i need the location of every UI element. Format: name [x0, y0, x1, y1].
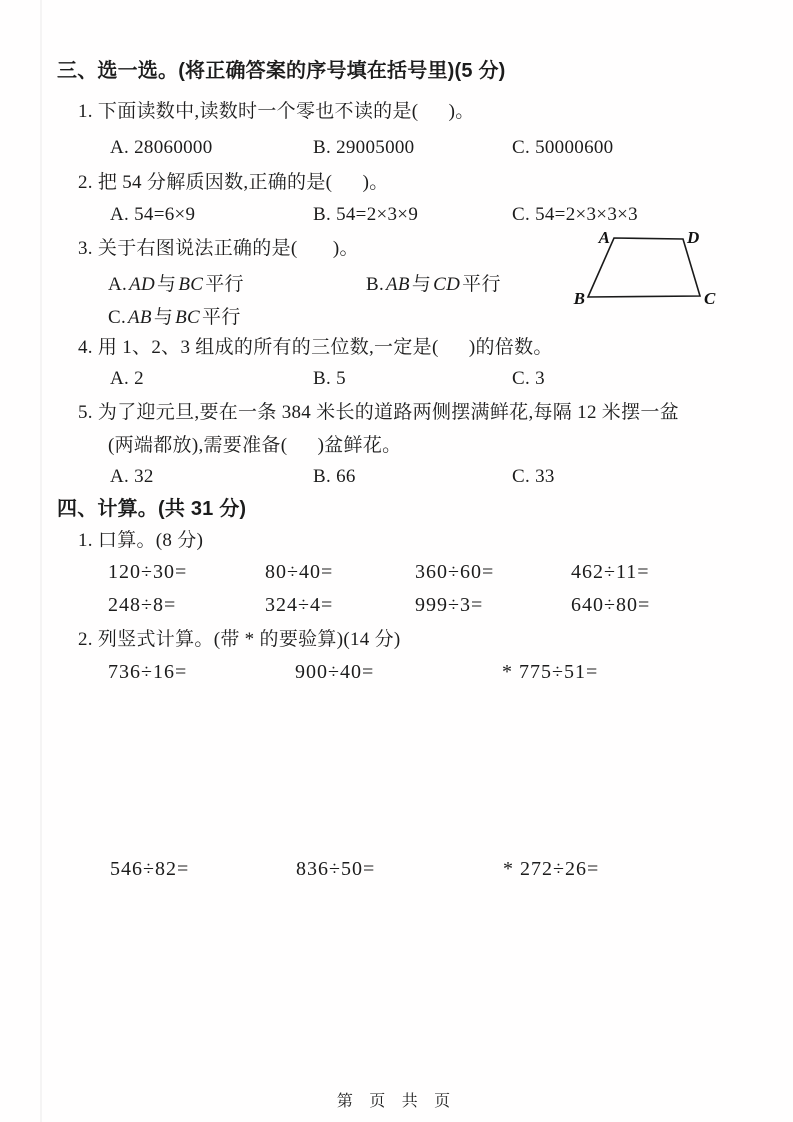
- q4-options-row: [0, 368, 793, 394]
- q3-option-c: [108, 302, 241, 329]
- q3-option-a-tail: 平行: [205, 274, 244, 295]
- q2-option-a: A. 54=6×9: [110, 204, 196, 225]
- oral-calc-item-5: 248÷8=: [108, 594, 177, 616]
- q4-option-a: A. 2: [110, 368, 144, 389]
- vertex-label-d: D: [687, 228, 700, 247]
- q4-option-b: B. 5: [313, 368, 346, 389]
- vertex-label-a: A: [598, 228, 610, 247]
- vertical-calc-item-1: 736÷16=: [108, 661, 188, 683]
- q3-option-a-label: A.: [108, 274, 128, 295]
- question-5-text-line1: 5. 为了迎元旦,要在一条 384 米长的道路两侧摆满鲜花,每隔 12 米摆一盆: [78, 402, 680, 423]
- question-3-text: 3. 关于右图说法正确的是( )。: [78, 238, 359, 259]
- oral-calc-item-2: 80÷40=: [265, 561, 334, 583]
- oral-calc-item-3: 360÷60=: [415, 561, 495, 583]
- q3-option-c-segment2: BC: [175, 307, 201, 328]
- question-2-text: 2. 把 54 分解质因数,正确的是( )。: [78, 172, 389, 193]
- q3-option-c-segment1: AB: [128, 307, 152, 328]
- q3-option-b-segment2: CD: [433, 274, 461, 295]
- q3-option-a-segment1: AD: [129, 274, 156, 295]
- question-4-text: 4. 用 1、2、3 组成的所有的三位数,一定是( )的倍数。: [78, 337, 553, 358]
- q5-option-b: B. 66: [313, 466, 356, 487]
- page-footer: 第 页 共 页: [336, 1093, 457, 1110]
- vertex-label-b: B: [573, 289, 585, 308]
- q1-option-b: B. 29005000: [313, 137, 415, 158]
- oral-calc-item-7: 999÷3=: [415, 594, 484, 616]
- q1-options-row: [0, 137, 793, 163]
- question-1-text: 1. 下面读数中,读数时一个零也不读的是( )。: [78, 101, 475, 122]
- oral-calc-row-2: [0, 594, 793, 620]
- trapezoid-figure: [570, 220, 730, 320]
- q3-option-c-tail: 平行: [202, 307, 241, 328]
- q3-option-c-conjunction: 与: [153, 307, 174, 328]
- q3-option-a: [108, 269, 244, 296]
- q3-option-a-conjunction: 与: [157, 274, 177, 295]
- q5-option-a: A. 32: [110, 466, 154, 487]
- vertical-calc-item-4: 546÷82=: [110, 858, 190, 880]
- q1-option-c: C. 50000600: [512, 137, 614, 158]
- section4-title: 四、计算。(共 31 分): [57, 498, 247, 520]
- vertical-calc-item-2: 900÷40=: [295, 661, 375, 683]
- q3-option-b: [366, 269, 501, 296]
- oral-calc-item-8: 640÷80=: [571, 594, 651, 616]
- q3-option-b-label: B.: [366, 274, 385, 295]
- vertical-calc-row-1: [0, 661, 793, 687]
- q3-option-c-label: C.: [108, 307, 127, 328]
- oral-calc-title: 1. 口算。(8 分): [78, 530, 204, 551]
- q3-option-b-tail: 平行: [462, 274, 501, 295]
- vertical-calc-item-3: * 775÷51=: [502, 661, 599, 683]
- q5-options-row: [0, 466, 793, 492]
- q4-option-c: C. 3: [512, 368, 545, 389]
- vertical-calc-item-6: * 272÷26=: [503, 858, 600, 880]
- q3-option-b-segment1: AB: [386, 274, 410, 295]
- oral-calc-item-1: 120÷30=: [108, 561, 188, 583]
- question-5-text-line2: (两端都放),需要准备( )盆鲜花。: [108, 435, 402, 456]
- q5-option-c: C. 33: [512, 466, 555, 487]
- oral-calc-row-1: [0, 561, 793, 587]
- q3-option-a-segment2: BC: [178, 274, 204, 295]
- oral-calc-item-4: 462÷11=: [571, 561, 650, 583]
- vertex-label-c: C: [704, 289, 716, 308]
- q1-option-a: A. 28060000: [110, 137, 213, 158]
- q2-option-b: B. 54=2×3×9: [313, 204, 419, 225]
- vertical-calc-title: 2. 列竖式计算。(带 * 的要验算)(14 分): [78, 629, 401, 650]
- vertical-calc-row-2: [0, 858, 793, 884]
- q3-option-b-conjunction: 与: [411, 274, 432, 295]
- oral-calc-item-6: 324÷4=: [265, 594, 334, 616]
- section3-title: 三、选一选。(将正确答案的序号填在括号里)(5 分): [57, 60, 506, 82]
- vertical-calc-item-5: 836÷50=: [296, 858, 376, 880]
- q2-option-c: C. 54=2×3×3×3: [512, 204, 638, 225]
